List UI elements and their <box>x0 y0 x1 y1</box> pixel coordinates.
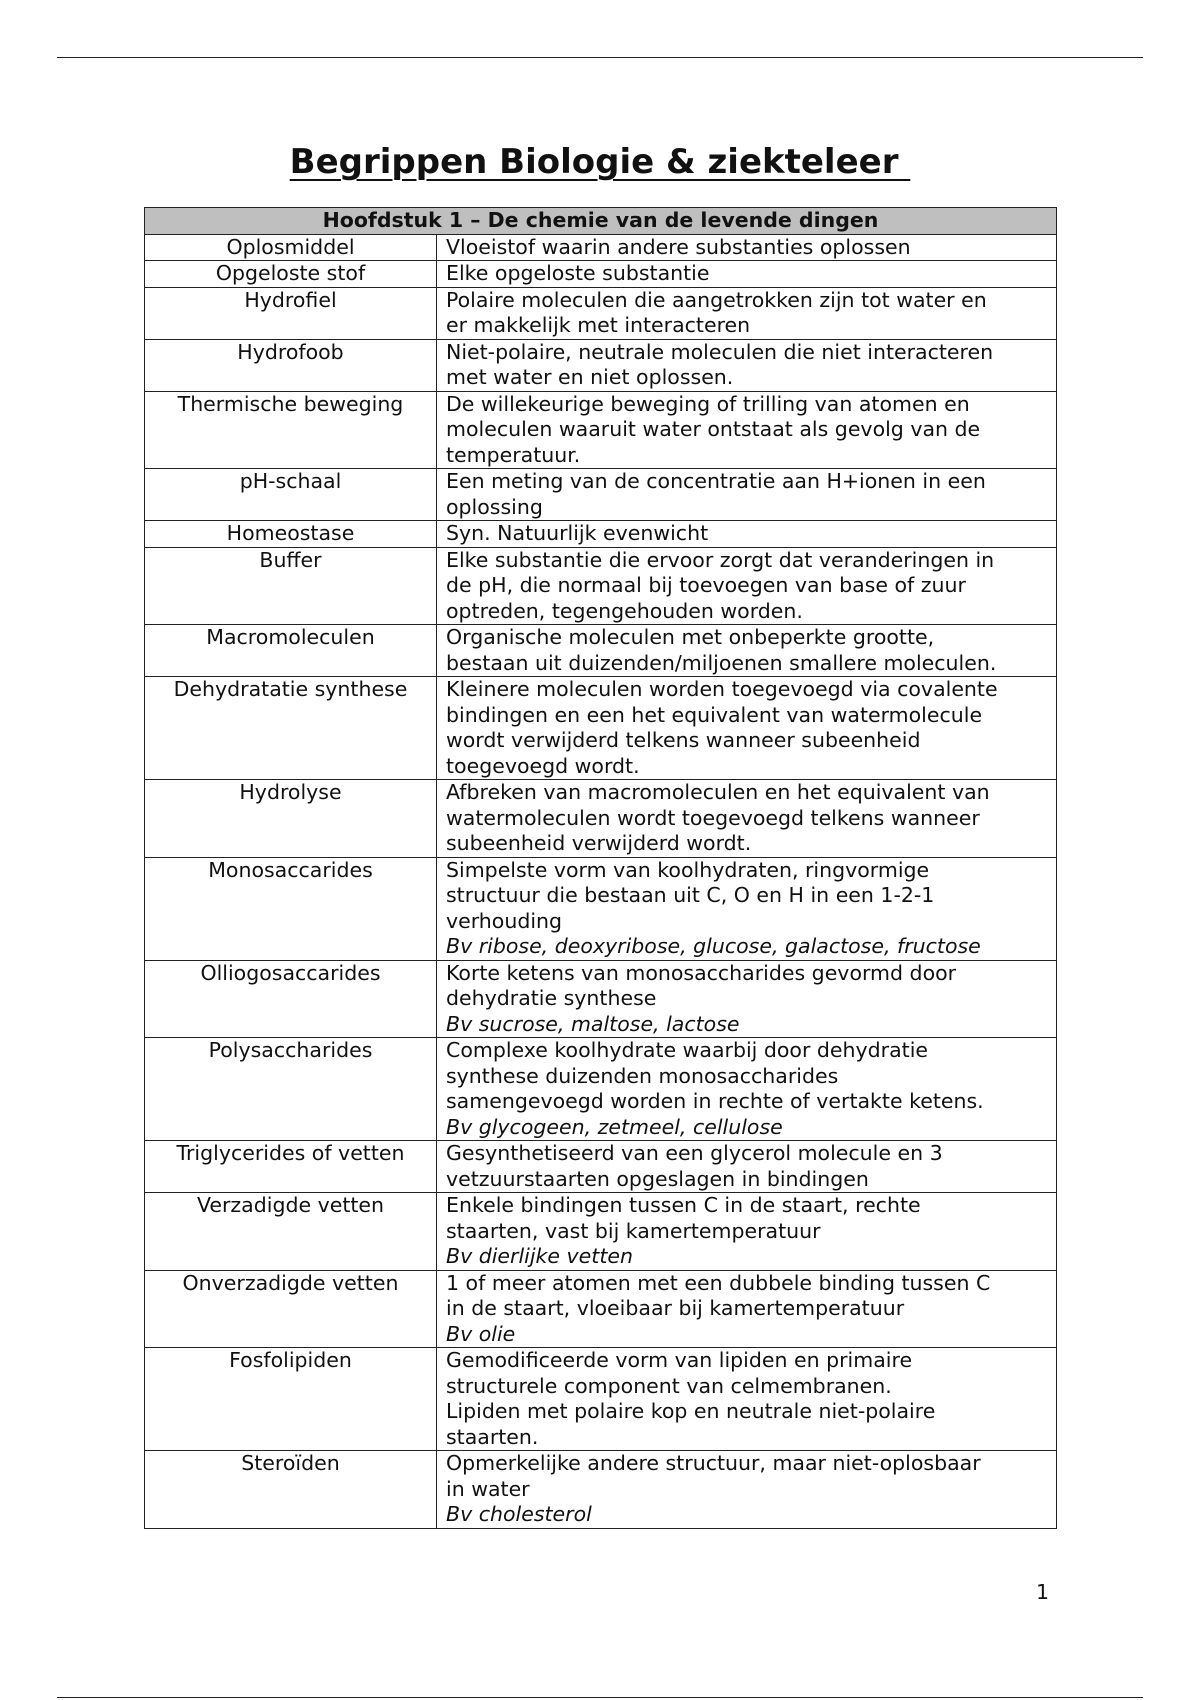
definition-line: de pH, die normaal bij toevoegen van base of zuur <box>446 573 966 597</box>
glossary-rows <box>145 234 1057 1528</box>
definition-line: structurele component van celmembranen. <box>446 1373 892 1398</box>
example-line: Bv cholesterol <box>446 1502 592 1526</box>
definition-line: Enkele bindingen tussen C in de staart, rechte <box>446 1193 921 1217</box>
term-cell: Thermische beweging <box>145 391 437 469</box>
term-cell: Macromoleculen <box>145 625 437 677</box>
header-rule <box>57 57 1143 58</box>
page-title: Begrippen Biologie & ziekteleer <box>289 142 911 182</box>
definition-line: De willekeurige beweging of trilling van atomen en <box>446 391 970 416</box>
term-cell: Olliogosaccarides <box>145 960 437 1038</box>
definition-cell <box>437 677 1057 780</box>
definition-cell <box>437 261 1057 288</box>
definition-cell <box>437 391 1057 469</box>
definition-line: Lipiden met polaire kop en neutrale niet-polaire <box>446 1399 936 1423</box>
section-header-row <box>145 208 1057 235</box>
definition-line: Polaire moleculen die aangetrokken zijn tot water en <box>446 287 987 312</box>
term-cell: Steroïden <box>145 1451 437 1529</box>
table-row <box>145 391 1057 469</box>
definition-line: subeenheid verwijderd wordt. <box>446 831 752 855</box>
table-row <box>145 287 1057 339</box>
definition-cell <box>437 287 1057 339</box>
table-row <box>145 521 1057 548</box>
definition-cell <box>437 547 1057 625</box>
term-cell: Opgeloste stof <box>145 261 437 288</box>
definition-line: Syn. Natuurlijk evenwicht <box>446 521 709 545</box>
definition-line: oplossing <box>446 494 543 519</box>
table-row <box>145 1270 1057 1348</box>
definition-line: in de staart, vloeibaar bij kamertemperatuur <box>446 1296 905 1320</box>
definition-line: wordt verwijderd telkens wanneer subeenheid <box>446 728 921 752</box>
table-row <box>145 1193 1057 1271</box>
definition-line: samengevoegd worden in rechte of vertakte ketens. <box>446 1089 984 1113</box>
term-cell: Homeostase <box>145 521 437 548</box>
definition-line: bestaan uit duizenden/miljoenen smallere moleculen. <box>446 650 997 675</box>
definition-cell <box>437 857 1057 960</box>
table-row <box>145 1451 1057 1529</box>
definition-line: verhouding <box>446 908 563 933</box>
definition-cell <box>437 339 1057 391</box>
definition-line: moleculen waaruit water ontstaat als gevolg van de <box>446 417 981 441</box>
table-row <box>145 339 1057 391</box>
definition-line: Elke substantie die ervoor zorgt dat veranderingen in <box>446 547 995 572</box>
definition-cell <box>437 1141 1057 1193</box>
definition-line: Korte ketens van monosaccharides gevormd door <box>446 960 957 985</box>
page-number: 1 <box>1036 1580 1050 1604</box>
term-cell: Fosfolipiden <box>145 1348 437 1451</box>
definition-line: Simpelste vorm van koolhydraten, ringvormige <box>446 857 930 882</box>
footer-rule <box>57 1697 1143 1698</box>
definition-cell <box>437 1451 1057 1529</box>
table-row <box>145 547 1057 625</box>
term-cell: Hydrolyse <box>145 780 437 858</box>
table-row <box>145 1141 1057 1193</box>
definition-cell <box>437 1348 1057 1451</box>
example-line: Bv olie <box>446 1321 516 1346</box>
definition-cell <box>437 1038 1057 1141</box>
definition-cell <box>437 625 1057 677</box>
definition-line: staarten, vast bij kamertemperatuur <box>446 1218 821 1243</box>
definition-line: Vloeistof waarin andere substanties oplossen <box>446 234 911 259</box>
term-cell: pH-schaal <box>145 469 437 521</box>
section-heading: Hoofdstuk 1 – De chemie van de levende dingen <box>145 208 1057 235</box>
example-line: Bv ribose, deoxyribose, glucose, galactose, fructose <box>446 934 981 958</box>
definition-line: met water en niet oplossen. <box>446 365 734 389</box>
example-line: Bv glycogeen, zetmeel, cellulose <box>446 1114 783 1139</box>
example-line: Bv dierlijke vetten <box>446 1244 633 1268</box>
term-cell: Monosaccarides <box>145 857 437 960</box>
definition-line: er makkelijk met interacteren <box>446 313 751 337</box>
definition-line: Gemodificeerde vorm van lipiden en primaire <box>446 1348 913 1372</box>
definition-line: watermoleculen wordt toegevoegd telkens wanneer <box>446 805 980 830</box>
definition-line: Een meting van de concentratie aan H+ionen in een <box>446 469 986 493</box>
definition-line: Opmerkelijke andere structuur, maar niet-oplosbaar <box>446 1451 981 1475</box>
definition-cell <box>437 780 1057 858</box>
definition-line: structuur die bestaan uit C, O en H in een 1-2-1 <box>446 883 935 907</box>
table-row <box>145 1348 1057 1451</box>
table-row <box>145 857 1057 960</box>
table-row <box>145 261 1057 288</box>
example-line: Bv sucrose, maltose, lactose <box>446 1011 740 1036</box>
definition-cell <box>437 960 1057 1038</box>
term-cell: Onverzadigde vetten <box>145 1270 437 1348</box>
definition-line: Kleinere moleculen worden toegevoegd via covalente <box>446 677 998 701</box>
definition-cell <box>437 1270 1057 1348</box>
term-cell: Oplosmiddel <box>145 234 437 261</box>
definition-line: Gesynthetiseerd van een glycerol molecule en 3 <box>446 1141 943 1165</box>
definition-cell <box>437 469 1057 521</box>
definition-cell <box>437 1193 1057 1271</box>
definition-line: synthese duizenden monosaccharides <box>446 1063 839 1088</box>
definition-line: toegevoegd wordt. <box>446 753 640 778</box>
term-cell: Polysaccharides <box>145 1038 437 1141</box>
definition-line: Complexe koolhydrate waarbij door dehydratie <box>446 1038 929 1062</box>
term-cell: Hydrofoob <box>145 339 437 391</box>
term-cell: Triglycerides of vetten <box>145 1141 437 1193</box>
table-row <box>145 960 1057 1038</box>
definition-cell <box>437 521 1057 548</box>
definition-line: 1 of meer atomen met een dubbele binding tussen C <box>446 1270 991 1295</box>
glossary-table <box>144 207 1057 1529</box>
term-cell: Buffer <box>145 547 437 625</box>
definition-line: in water <box>446 1476 530 1501</box>
definition-line: bindingen en een het equivalent van watermolecule <box>446 702 983 727</box>
definition-line: optreden, tegengehouden worden. <box>446 598 803 623</box>
table-row <box>145 780 1057 858</box>
table-row <box>145 1038 1057 1141</box>
table-row <box>145 677 1057 780</box>
table-row <box>145 234 1057 261</box>
definition-line: vetzuurstaarten opgeslagen in bindingen <box>446 1166 869 1191</box>
definition-cell <box>437 234 1057 261</box>
definition-line: Organische moleculen met onbeperkte grootte, <box>446 625 935 649</box>
definition-line: Afbreken van macromoleculen en het equivalent van <box>446 780 990 804</box>
definition-line: temperatuur. <box>446 442 581 467</box>
term-cell: Hydrofiel <box>145 287 437 339</box>
term-cell: Dehydratatie synthese <box>145 677 437 780</box>
term-cell: Verzadigde vetten <box>145 1193 437 1271</box>
definition-line: Niet-polaire, neutrale moleculen die niet interacteren <box>446 339 994 364</box>
table-row <box>145 625 1057 677</box>
definition-line: Elke opgeloste substantie <box>446 261 710 285</box>
definition-line: staarten. <box>446 1424 539 1449</box>
table-row <box>145 469 1057 521</box>
definition-line: dehydratie synthese <box>446 986 657 1010</box>
